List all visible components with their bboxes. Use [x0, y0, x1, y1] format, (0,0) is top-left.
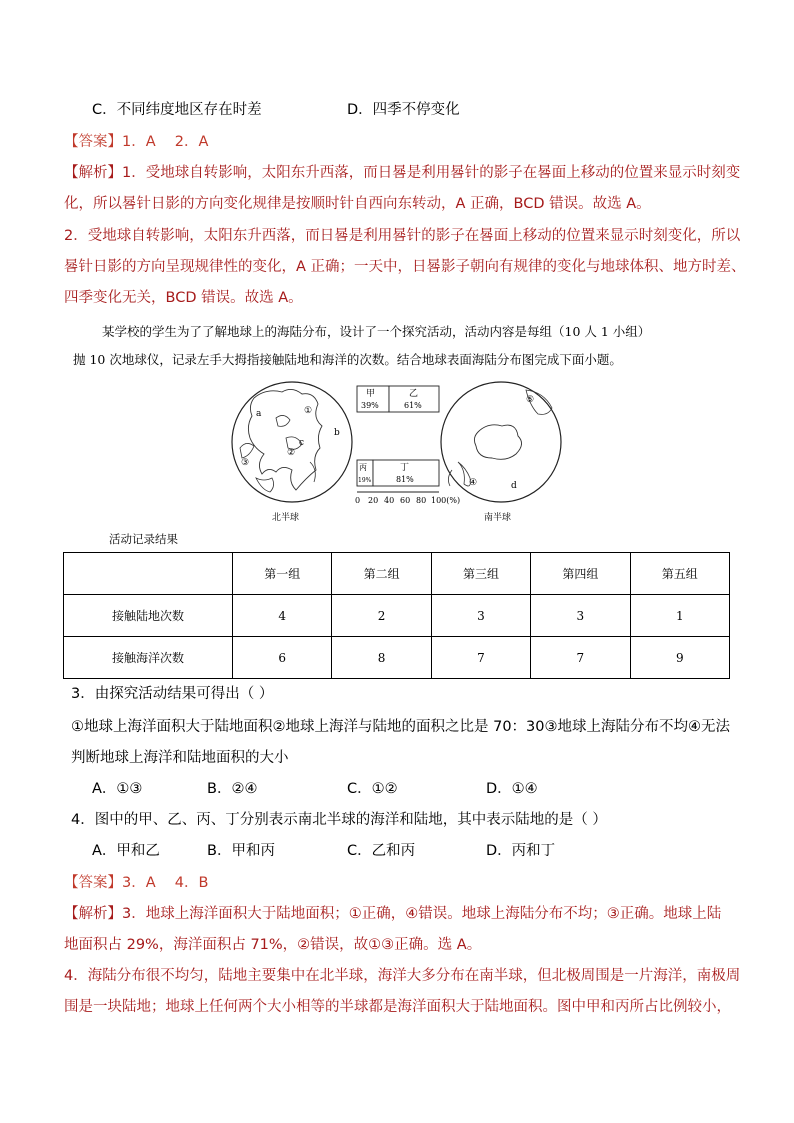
- mark-4: ④: [469, 478, 478, 488]
- mark-a: a: [256, 409, 262, 419]
- table-header-row: [64, 553, 730, 595]
- pct-jia: 39%: [361, 401, 379, 410]
- north-hemisphere-label: 北半球: [272, 513, 300, 523]
- q4-option-b: B．甲和丙: [207, 843, 275, 859]
- mark-b: b: [334, 428, 340, 438]
- axis-tick: 20: [368, 496, 379, 505]
- axis-tick: 100(%): [431, 496, 461, 505]
- activity-record-table: [63, 552, 730, 679]
- label-yi: 乙: [409, 389, 419, 399]
- table-cell: 2: [332, 595, 431, 637]
- answer-line-1: [64, 132, 208, 152]
- axis-tick: 80: [416, 496, 427, 505]
- q3-option-b: B．②④: [207, 781, 258, 797]
- axis-tick: 40: [384, 496, 395, 505]
- mark-5: ⑤: [526, 395, 535, 405]
- analysis-label: 【解析】: [64, 906, 122, 922]
- analysis-1-line-4: 晷针日影的方向呈现规律性的变化，A 正确；一天中，日晷影子朝向有规律的变化与地球体积、地方时差、: [64, 259, 746, 275]
- analysis-label: 【解析】: [64, 165, 122, 181]
- row-label: 接触海洋次数: [64, 637, 233, 679]
- pct-yi: 61%: [404, 401, 422, 410]
- analysis-1-line-5: 四季变化无关，BCD 错误。故选 A。: [64, 290, 303, 306]
- table-caption: 活动记录结果: [109, 532, 178, 546]
- analysis-2-line-3: 4．海陆分布很不均匀，陆地主要集中在北半球，海洋大多分布在南半球，但北极周围是一片海洋，南极周: [64, 968, 741, 984]
- table-cell: 4: [233, 595, 332, 637]
- analysis-2-line-2: 地面积占 29%，海洋面积占 71%，②错误，故①③正确。选 A。: [64, 937, 482, 953]
- row-label: 接触陆地次数: [64, 595, 233, 637]
- answer-text: 1．A 2．A: [122, 134, 209, 150]
- label-ding: 丁: [400, 463, 410, 473]
- table-cell: 7: [431, 637, 530, 679]
- analysis-text: 1．受地球自转影响，太阳东升西落，而日晷是利用晷针的影子在晷面上移动的位置来显示时刻变: [122, 165, 741, 181]
- table-header: 第二组: [332, 553, 431, 595]
- q3-option-c: C．①②: [347, 781, 398, 797]
- label-jia: 甲: [366, 389, 376, 399]
- option-d: D．四季不停变化: [347, 102, 460, 118]
- table-header: 第五组: [630, 553, 729, 595]
- table-cell: 6: [233, 637, 332, 679]
- mark-c: c: [299, 438, 305, 448]
- analysis-1-line-1: [64, 163, 740, 183]
- answer-text: 3．A 4．B: [122, 875, 209, 891]
- table-cell: 7: [531, 637, 630, 679]
- axis-ticks: [355, 496, 460, 505]
- north-hemisphere-globe: [232, 382, 352, 502]
- q4-option-d: D．丙和丁: [486, 843, 556, 859]
- table-cell: 9: [630, 637, 729, 679]
- table-row: [64, 637, 730, 679]
- q3-line-1: ①地球上海洋面积大于陆地面积②地球上海洋与陆地的面积之比是 70：30③地球上海陆分布不均④无法: [71, 719, 731, 735]
- q4-option-a: A．甲和乙: [92, 843, 160, 859]
- south-hemisphere-globe: [441, 382, 561, 502]
- intro-line-1: 某学校的学生为了了解地球上的海陆分布，设计了一个探究活动，活动内容是每组（10 人 1 小组）: [102, 324, 651, 339]
- answer-line-2: [64, 873, 208, 893]
- q3-option-a: A．①③: [92, 781, 143, 797]
- table-corner-cell: [64, 553, 233, 595]
- analysis-1-line-3: 2．受地球自转影响，太阳东升西落，而日晷是利用晷针的影子在晷面上移动的位置来显示时刻变化，所以: [64, 228, 741, 244]
- axis-tick: 60: [400, 496, 411, 505]
- pct-bing: 19%: [358, 477, 372, 484]
- table-row: [64, 595, 730, 637]
- q3-stem: 3．由探究活动结果可得出（ ）: [71, 686, 274, 702]
- answer-label: 【答案】: [64, 134, 122, 150]
- analysis-2-line-4: 围是一块陆地；地球上任何两个大小相等的半球都是海洋面积大于陆地面积。图中甲和丙所占比例较小，: [64, 999, 731, 1015]
- table-header: 第三组: [431, 553, 530, 595]
- analysis-text: 3．地球上海洋面积大于陆地面积；①正确，④错误。地球上海陆分布不均；③正确。地球上陆: [122, 906, 722, 922]
- table-cell: 8: [332, 637, 431, 679]
- table-cell: 3: [531, 595, 630, 637]
- table-cell: 3: [431, 595, 530, 637]
- q4-stem: 4．图中的甲、乙、丙、丁分别表示南北半球的海洋和陆地，其中表示陆地的是（ ）: [71, 812, 607, 828]
- q3-line-2: 判断地球上海洋和陆地面积的大小: [71, 750, 289, 766]
- option-c: C．不同纬度地区存在时差: [92, 102, 262, 118]
- south-hemisphere-label: 南半球: [484, 513, 512, 523]
- axis-tick: 0: [355, 496, 361, 505]
- q4-option-c: C．乙和丙: [347, 843, 416, 859]
- analysis-1-line-2: 化，所以晷针日影的方向变化规律是按顺时针自西向东转动，A 正确，BCD 错误。故选 A。: [64, 196, 651, 212]
- table-header: 第一组: [233, 553, 332, 595]
- mark-1: ①: [304, 406, 313, 416]
- answer-label: 【答案】: [64, 875, 122, 891]
- mark-2: ②: [287, 448, 296, 458]
- mark-d: d: [511, 481, 517, 491]
- q3-option-d: D．①④: [486, 781, 538, 797]
- label-bing: 丙: [359, 463, 367, 472]
- mark-3: ③: [241, 458, 250, 468]
- analysis-2-line-1: [64, 904, 721, 924]
- hemisphere-map-figure: [226, 378, 566, 528]
- intro-line-2: 抛 10 次地球仪，记录左手大拇指接触陆地和海洋的次数。结合地球表面海陆分布图完成下面小题。: [73, 352, 622, 367]
- table-cell: 1: [630, 595, 729, 637]
- table-header: 第四组: [531, 553, 630, 595]
- pct-ding: 81%: [396, 475, 414, 484]
